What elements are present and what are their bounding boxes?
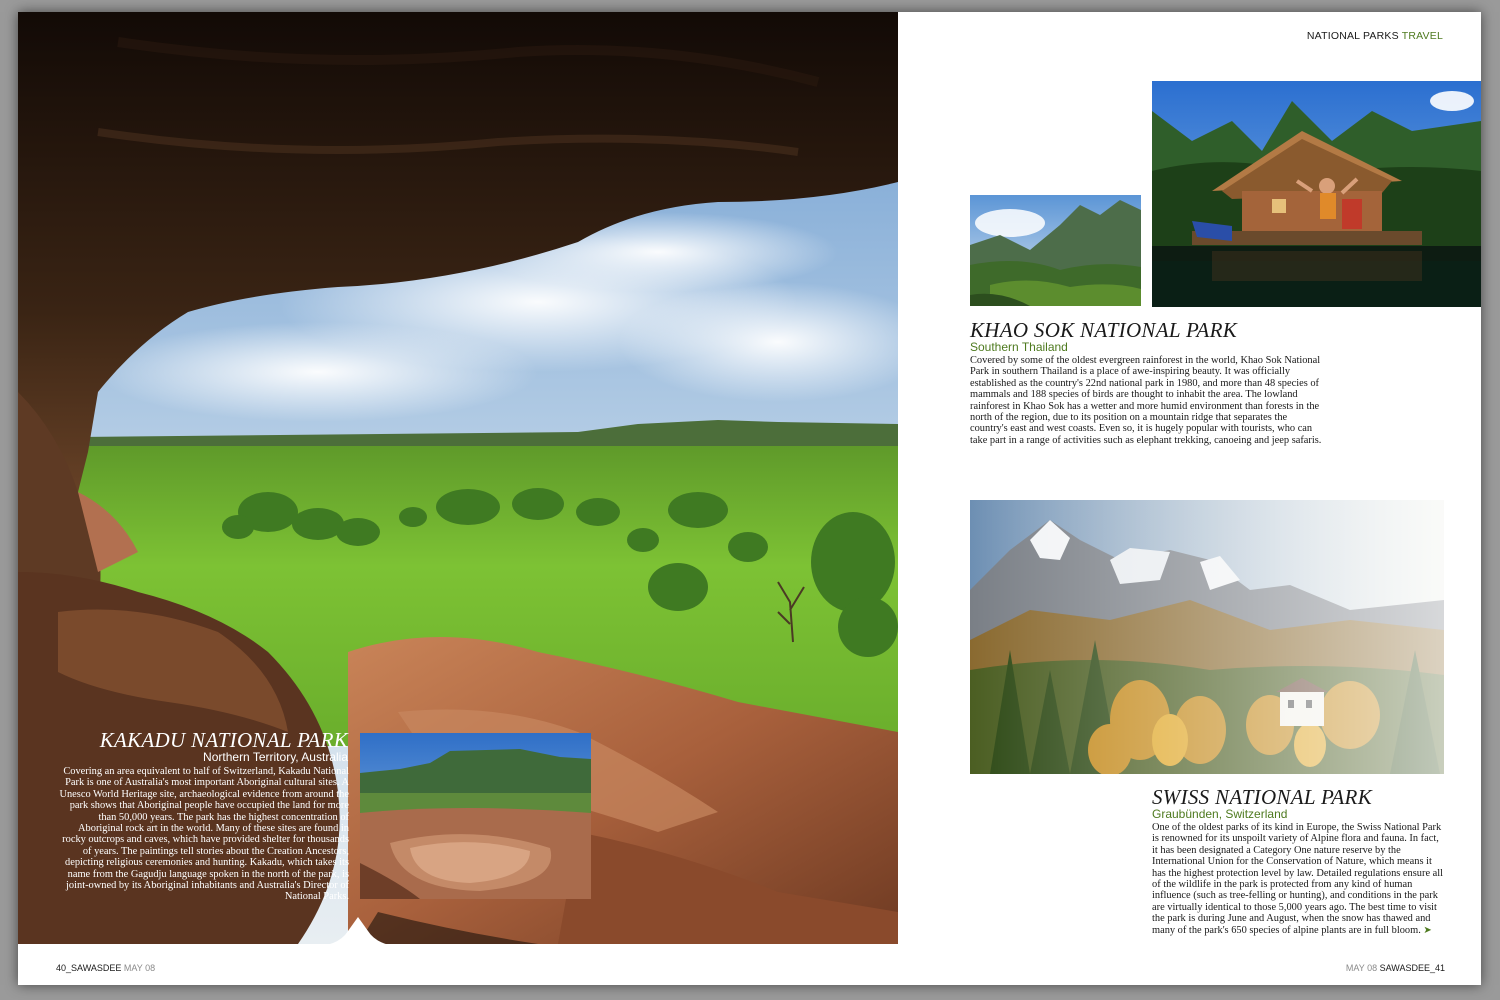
swiss-body-text: One of the oldest parks of its kind in Europe, the Swiss National Park is renowned for its unspoilt variety of Alpine flora and fauna. In fact, it has been designated a Category One nature reserve by the International Union for the Conservation of Nature, which means it has the highest protection level by law. Detailed regulations ensure all of the wildlife in the park is protected from any kind of human influence (such as tree-felling or hunting), and conditions in the park are virtually identical to those 5,000 years ago. The best time to visit the park is during June and August, when the snow has thawed and many of the park's 650 species of alpine plants are in full bloom. (1152, 822, 1444, 936)
category-label: TRAVEL (1401, 30, 1443, 42)
folio-left-magazine: _SAWASDEE (66, 963, 122, 973)
swiss-subtitle: Graubünden, Switzerland (1152, 807, 1288, 821)
kakadu-inset-photo (360, 733, 591, 899)
swiss-title: SWISS NATIONAL PARK (1152, 785, 1372, 809)
folio-right (1318, 963, 1445, 973)
folio-right-magazine: SAWASDEE_ (1379, 963, 1435, 973)
khaosok-raft-house-photo (1152, 81, 1481, 307)
khaosok-subtitle: Southern Thailand (970, 340, 1068, 354)
khaosok-title: KHAO SOK NATIONAL PARK (970, 318, 1237, 342)
swiss-alps-photo (970, 500, 1444, 774)
folio-right-issue: MAY 08 (1345, 963, 1378, 973)
kakadu-title: KAKADU NATIONAL PARK (99, 728, 348, 752)
swiss-body (1152, 822, 1444, 936)
kakadu-body: Covering an area equivalent to half of Switzerland, Kakadu National Park is one of Australia's most important Aboriginal cultural sites. A Unesco World Heritage site, archaeological evidence from around the park shows that Aboriginal people have occupied the land for more than 50,000 years. The park has the highest concentration of Aboriginal rock art in the world. Many of these sites are found in rocky outcrops and caves, which have provided shelter for thousands of years. The paintings tell stories about the Creation Ancestors, depicting religious ceremonies and hunting. Kakadu, which takes its name from the Gagudju language spoken in the north of the park, is joint-owned by its Aboriginal inhabitants and Australia's Director of National Parks. (59, 766, 349, 903)
section-label: NATIONAL PARKS (1306, 30, 1399, 42)
end-arrow-icon: ➤ (1423, 924, 1432, 936)
folio-left (56, 963, 155, 973)
folio-left-page: 40 (56, 963, 67, 973)
kakadu-subtitle: Northern Territory, Australia (203, 750, 348, 764)
magazine-spread (18, 12, 1481, 985)
folio-right-page: 41 (1434, 963, 1445, 973)
khaosok-valley-photo (970, 195, 1141, 306)
khaosok-body: Covered by some of the oldest evergreen rainforest in the world, Khao Sok National Park in southern Thailand is a place of awe-inspiring beauty. It was officially established as the country's 22nd national park in 1980, and more than 48 species of mammals and 188 species of birds are thought to inhabit the area. The lowland rainforest in Khao Sok has a wetter and more humid environment than forests in the north of the region, due to its position on a mountain ridge that separates the country's east and west coasts. Even so, it is hugely popular with tourists, who can take part in a range of activities such as elephant trekking, canoeing and jeep safaris. (970, 355, 1322, 446)
folio-left-issue: MAY 08 (123, 963, 156, 973)
photo-notch (308, 917, 408, 947)
section-header (1268, 30, 1443, 42)
